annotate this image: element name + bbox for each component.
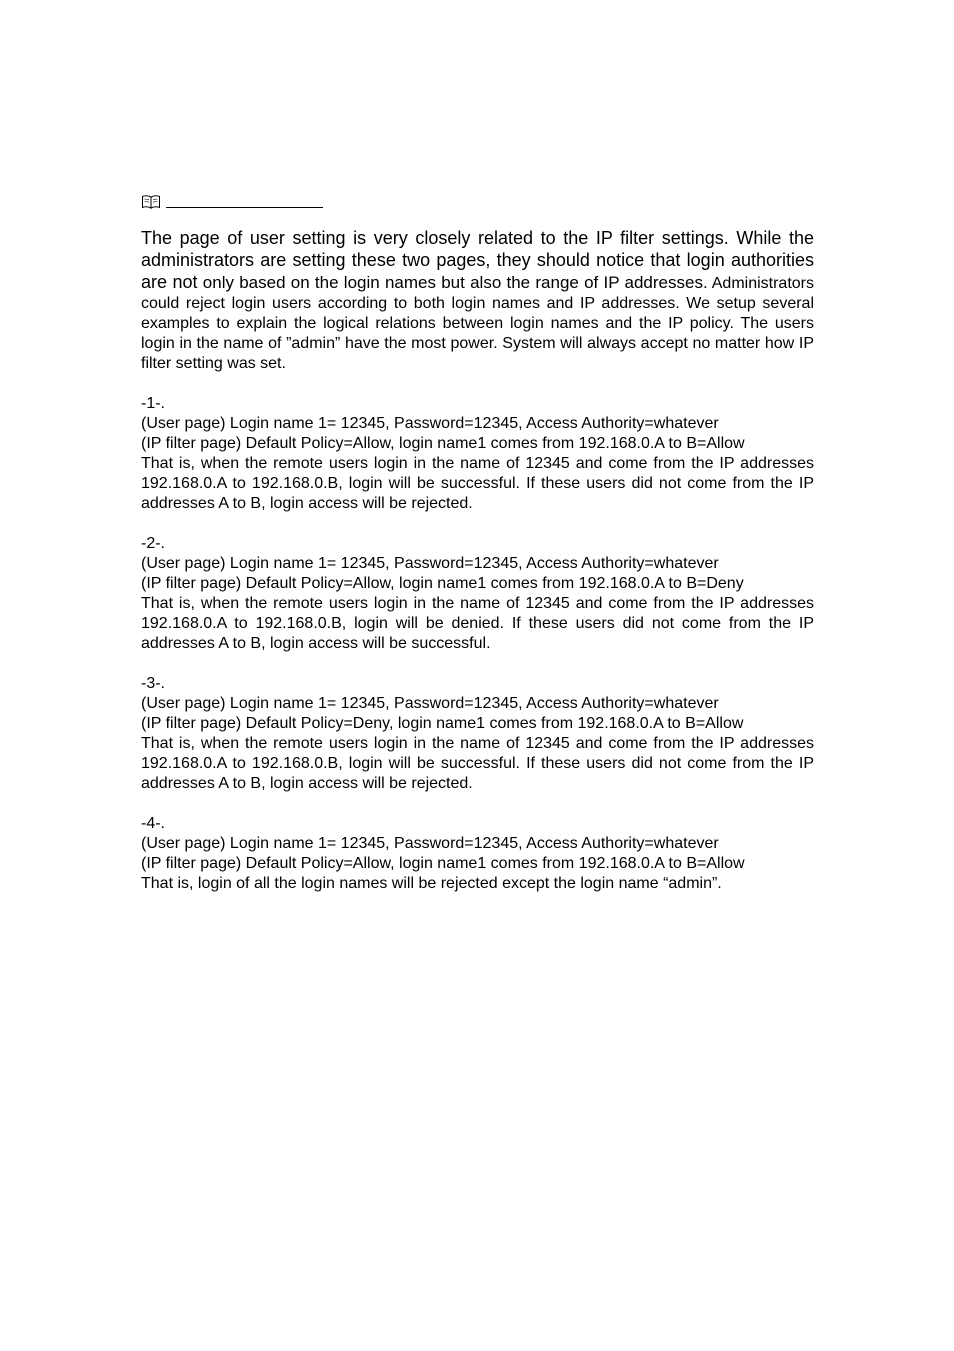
book-icon xyxy=(141,194,161,210)
example-ip-line: (IP filter page) Default Policy=Allow, login name1 comes from 192.168.0.A to B=Allow xyxy=(141,435,745,452)
example-3 xyxy=(141,674,814,794)
example-ip-line: (IP filter page) Default Policy=Allow, login name1 comes from 192.168.0.A to B=Deny xyxy=(141,575,744,592)
example-label: -4-. xyxy=(141,815,165,832)
example-2 xyxy=(141,534,814,654)
example-explanation: That is, login of all the login names will be rejected except the login name “admin”. xyxy=(141,875,722,892)
example-1 xyxy=(141,394,814,514)
example-explanation: That is, when the remote users login in the name of 12345 and come from the IP addresses 192.168.0.A to 192.168.0.B, login will be successful. If these users did not come from the IP addresses A to B, login access will be rejected. xyxy=(141,735,814,792)
example-label: -3-. xyxy=(141,675,165,692)
example-ip-line: (IP filter page) Default Policy=Allow, login name1 comes from 192.168.0.A to B=Allow xyxy=(141,855,745,872)
example-user-line: (User page) Login name 1= 12345, Password=12345, Access Authority=whatever xyxy=(141,695,719,712)
intro-part-1: The page of user setting is very closely related to the IP filter settings. While the administrators are setting these two pages, they should notice that login authorities are not xyxy=(141,228,814,292)
example-user-line: (User page) Login name 1= 12345, Password=12345, Access Authority=whatever xyxy=(141,555,719,572)
example-label: -1-. xyxy=(141,395,165,412)
document-page xyxy=(141,188,814,894)
intro-part-2: only based on the login names but also the range of IP addresses. xyxy=(197,273,708,292)
intro-paragraph xyxy=(141,228,814,374)
example-explanation: That is, when the remote users login in the name of 12345 and come from the IP addresses 192.168.0.A to 192.168.0.B, login will be denied. If these users did not come from the IP addresses A to B, login access will be successful. xyxy=(141,595,814,652)
note-title-underline xyxy=(166,207,323,208)
intro-part-3: Administrators could reject login users according to both login names and IP addresses. We setup several examples to explain the logical relations between login names and the IP policy. The users login in the name of ”admin” have the most power. System will always accept no matter how IP filter setting was set. xyxy=(141,275,814,372)
example-user-line: (User page) Login name 1= 12345, Password=12345, Access Authority=whatever xyxy=(141,415,719,432)
example-ip-line: (IP filter page) Default Policy=Deny, login name1 comes from 192.168.0.A to B=Allow xyxy=(141,715,744,732)
example-user-line: (User page) Login name 1= 12345, Password=12345, Access Authority=whatever xyxy=(141,835,719,852)
example-4 xyxy=(141,814,814,894)
example-explanation: That is, when the remote users login in the name of 12345 and come from the IP addresses 192.168.0.A to 192.168.0.B, login will be successful. If these users did not come from the IP addresses A to B, login access will be rejected. xyxy=(141,455,814,512)
example-label: -2-. xyxy=(141,535,165,552)
note-heading xyxy=(141,188,814,210)
